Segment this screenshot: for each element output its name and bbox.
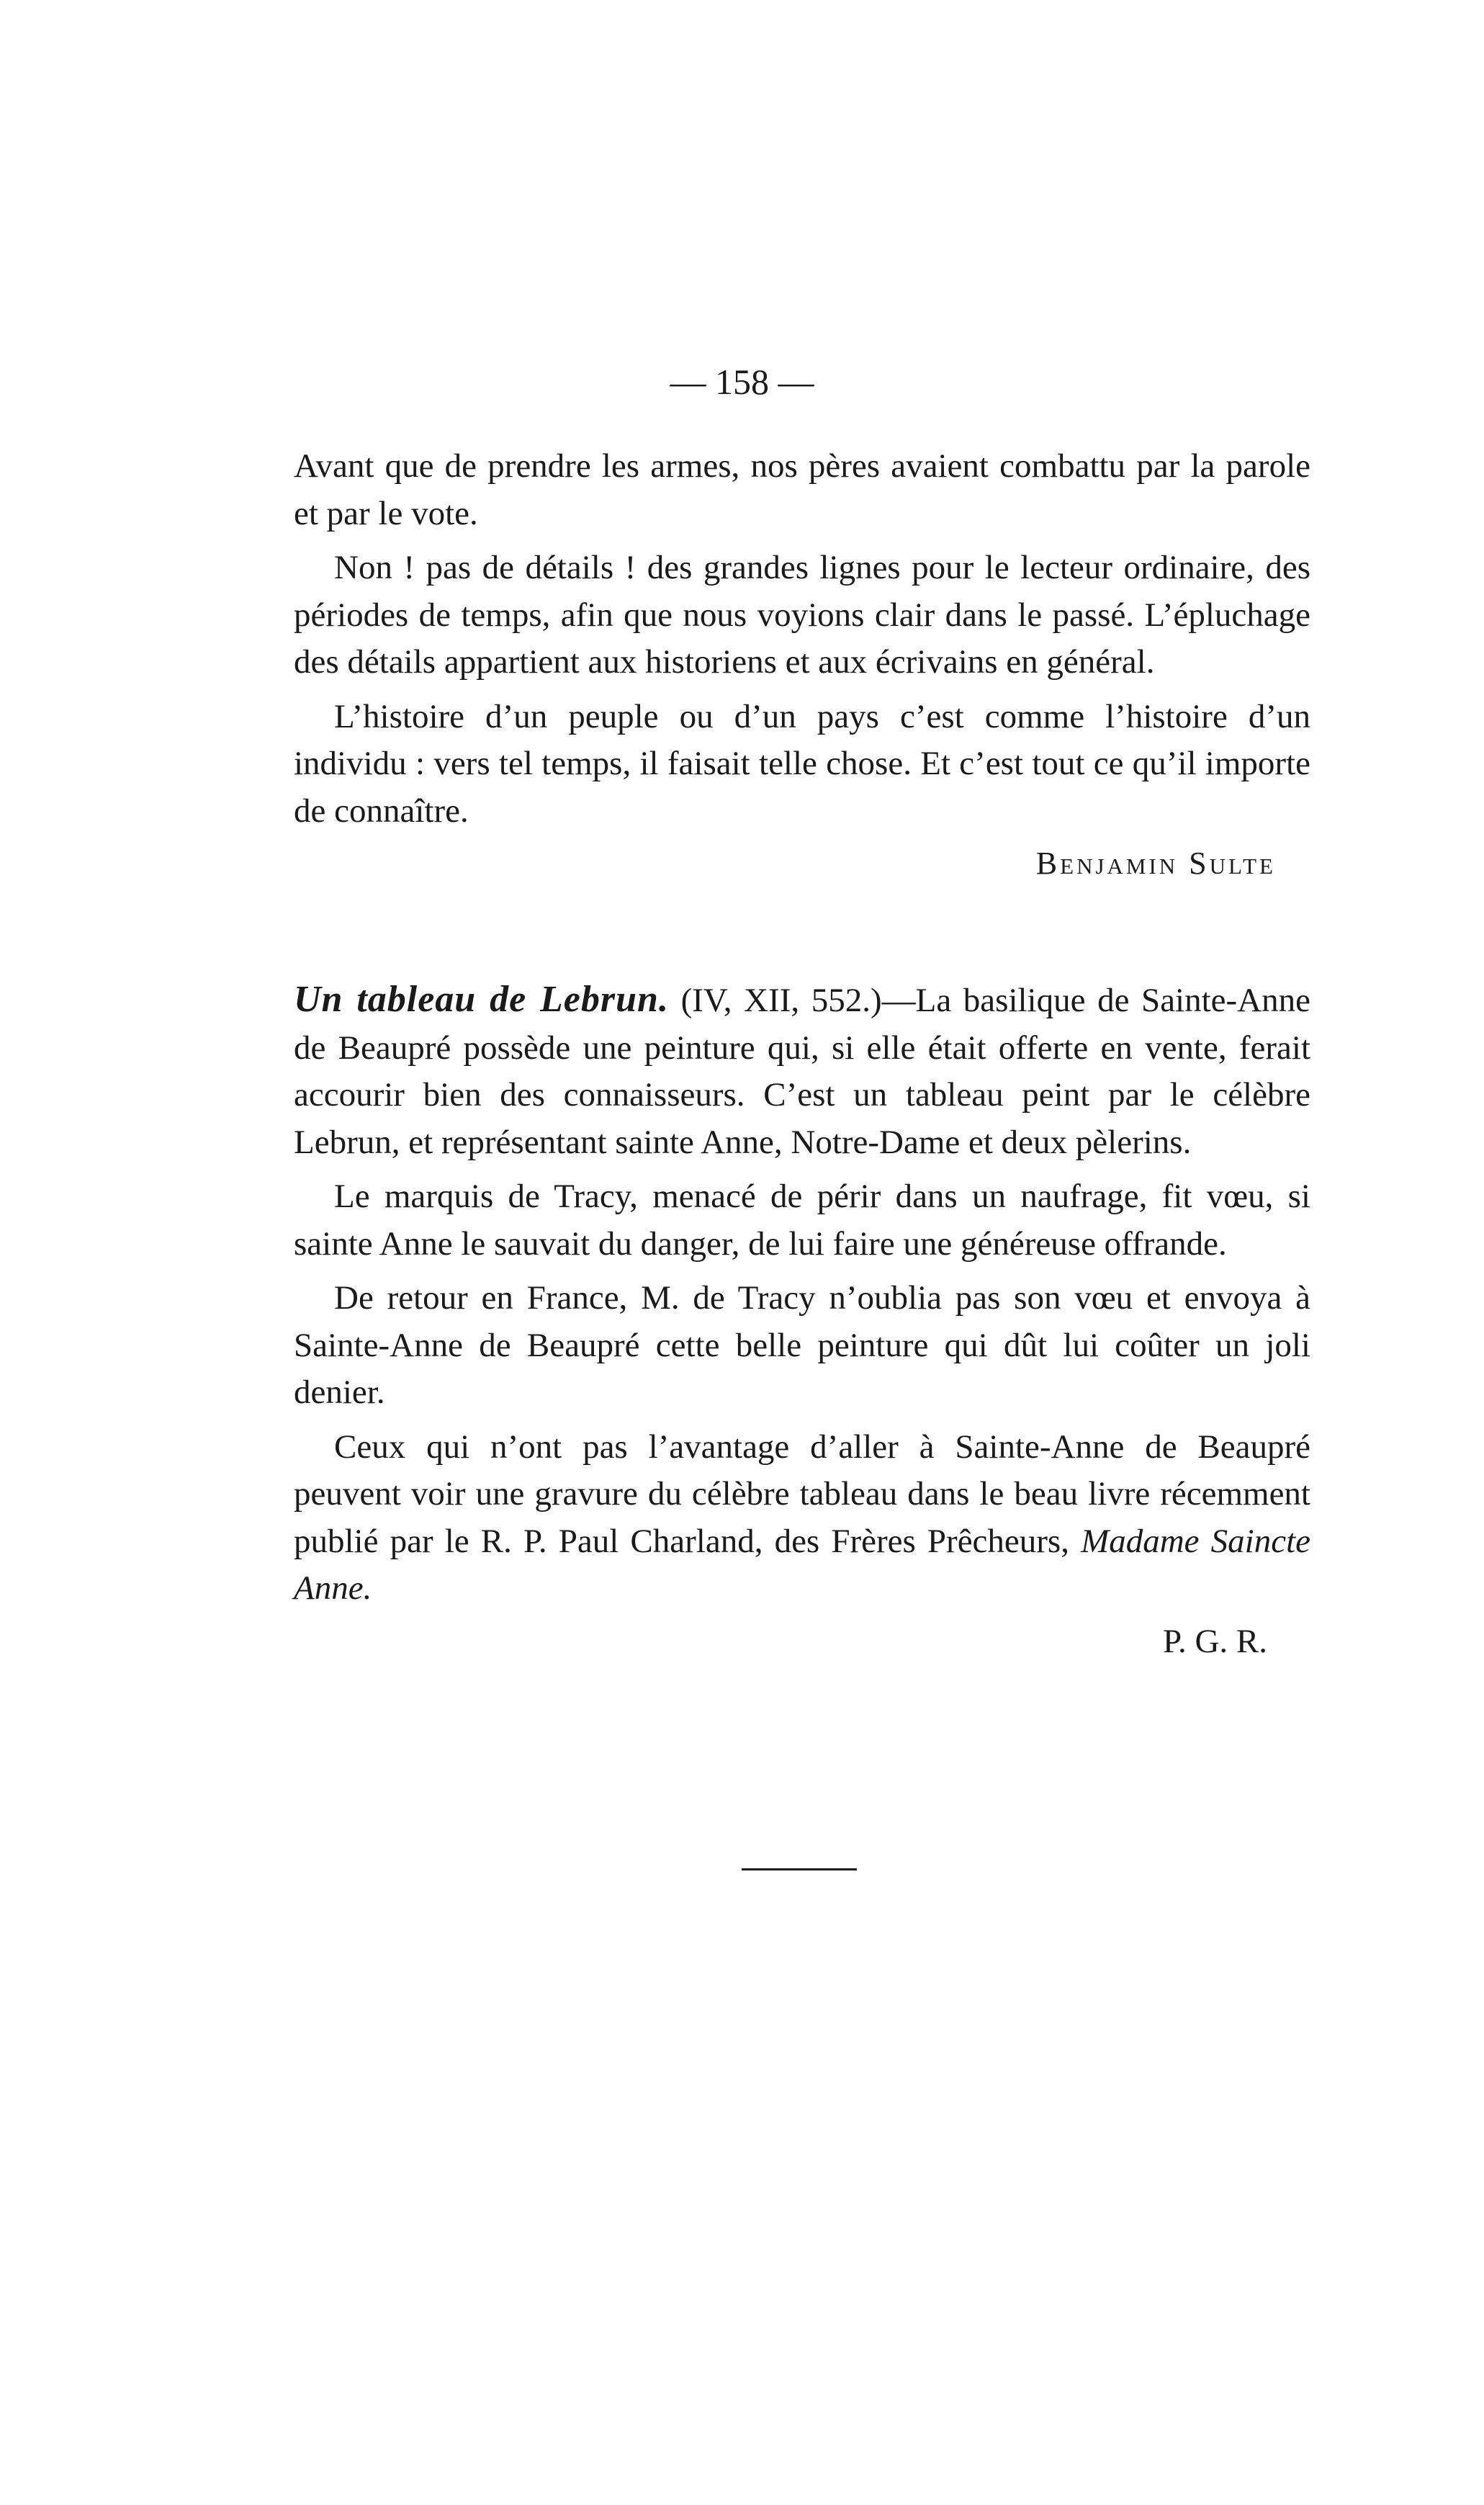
paragraph: Non ! pas de détails ! des grandes lignes pour le lecteur ordinaire, des périodes de temps, afin que nous voyions clair dans le passé. L’épluchage des détails appartient aux historiens et aux écrivains en général.	[294, 549, 1310, 681]
paragraph: L’histoire d’un peuple ou d’un pays c’est comme l’histoire d’un individu : vers tel temps, il faisait telle chose. Et c’est tout ce qu’il importe de connaître.	[294, 697, 1310, 830]
article-continuation	[294, 443, 1310, 885]
paragraph: De retour en France, M. de Tracy n’oublia pas son vœu et envoya à Sainte-Anne de Beaupré cette belle peinture qui dût lui coûter un joli denier.	[294, 1279, 1310, 1411]
article-tableau-lebrun	[294, 976, 1310, 1663]
book-title: Madame Saincte Anne.	[294, 1522, 1310, 1607]
paragraph	[294, 976, 1310, 1166]
paragraph: Le marquis de Tracy, menacé de périr dans un naufrage, fit vœu, si sainte Anne le sauvait du danger, de lui faire une généreuse offrande.	[294, 1178, 1310, 1263]
paragraph-text: (IV, XII, 552.)—La basilique de Sainte-Anne de Beaupré possède une peinture qui, si elle était offerte en vente, ferait accourir bien des connaisseurs. C’est un tableau peint par le célèbre Lebrun, et représentant sainte Anne, Notre-Dame et deux pèlerins.	[294, 982, 1310, 1161]
paragraph-text: Ceux qui n’ont pas l’avantage d’aller à Sainte-Anne de Beaupré peuvent voir une gravure du célèbre tableau dans le beau livre récemment publié par le R. P. Paul Charland, des Frères Prêcheurs,	[294, 1428, 1310, 1560]
article-heading: Un tableau de Lebrun.	[294, 979, 669, 1020]
paragraph	[294, 1424, 1310, 1613]
author-signature: Benjamin Sulte	[1035, 846, 1276, 881]
paragraph: Avant que de prendre les armes, nos pères avaient combattu par la parole et par le vote.	[294, 447, 1310, 532]
section-divider	[742, 1868, 857, 1870]
page-number: — 158 —	[670, 362, 814, 402]
author-signature: P. G. R.	[1163, 1622, 1267, 1660]
